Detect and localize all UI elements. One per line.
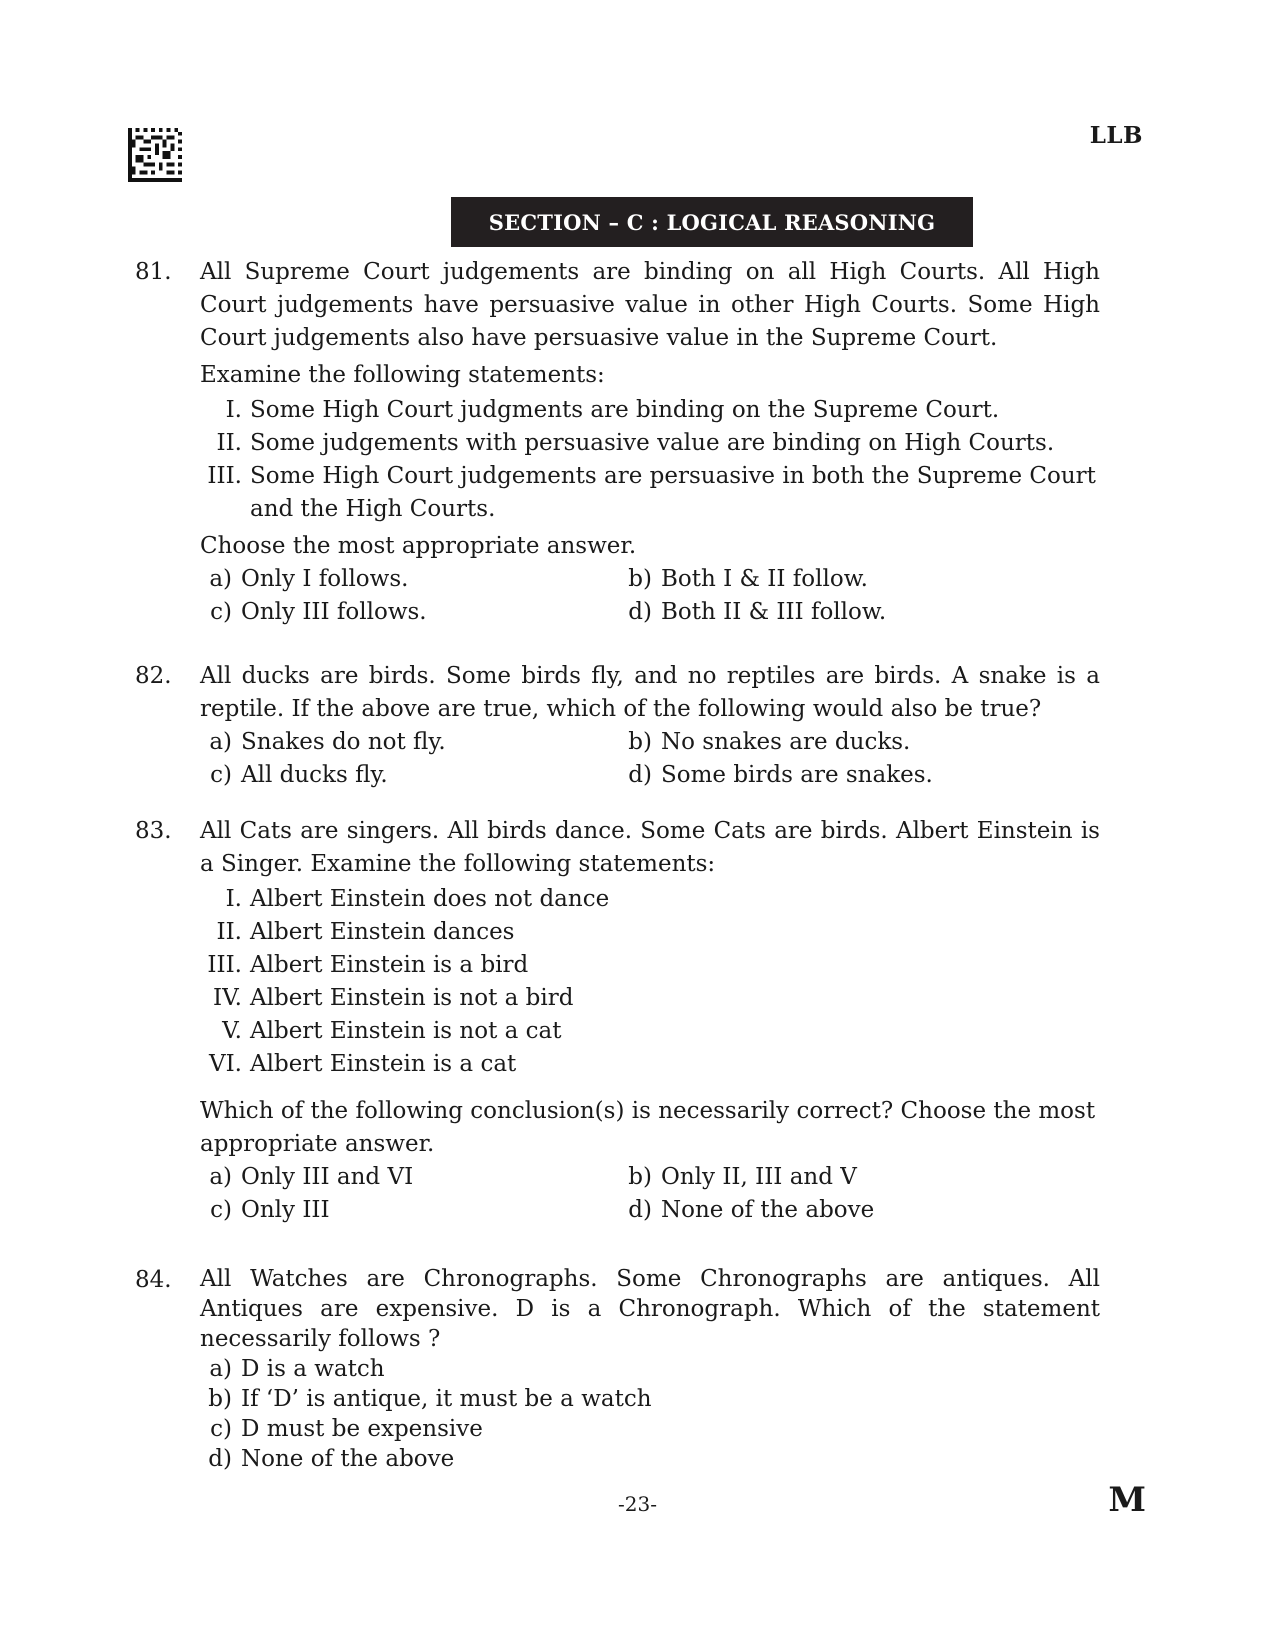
answer-option[interactable] — [620, 1161, 1040, 1194]
answer-option[interactable] — [620, 759, 1040, 792]
statement-number: III. — [207, 463, 242, 489]
statement-number: VI. — [208, 1051, 242, 1077]
statement — [200, 916, 1100, 949]
page-number: -23- — [618, 1492, 657, 1516]
question-text: All Cats are singers. All birds dance. Some Cats are birds. Albert Einstein is a Singer. Examine the following statements: — [200, 818, 1100, 877]
option-text: D must be expensive — [241, 1416, 483, 1442]
question-text: All Watches are Chronographs. Some Chronographs are antiques. All Antiques are expensive. D is a Chronograph. Which of the statement necessarily follows ? — [200, 1266, 1100, 1352]
question-lead: Examine the following statements: — [200, 362, 605, 388]
answer-option[interactable] — [200, 1414, 1100, 1444]
option-text: Only I follows. — [241, 566, 409, 592]
statement — [200, 460, 1100, 526]
statement-number: V. — [222, 1018, 242, 1044]
option-text: Snakes do not fly. — [241, 729, 446, 755]
question-number: 84. — [135, 1267, 172, 1293]
option-text: Only III and VI — [241, 1164, 414, 1190]
section-title: SECTION – C : LOGICAL REASONING — [451, 197, 973, 247]
paper-code: LLB — [1089, 122, 1143, 149]
option-text: All ducks fly. — [241, 762, 388, 788]
statement-number: I. — [225, 886, 242, 912]
answer-option[interactable] — [200, 596, 620, 629]
statement-number: II. — [216, 430, 242, 456]
option-label: c) — [210, 1416, 232, 1442]
question-number: 81. — [135, 259, 172, 285]
statement-text: Albert Einstein does not dance — [250, 886, 610, 912]
statement-number: II. — [216, 919, 242, 945]
statement — [200, 1015, 1100, 1048]
answer-option[interactable] — [620, 596, 1040, 629]
option-text: Both II & III follow. — [661, 599, 887, 625]
option-label: b) — [628, 1164, 652, 1190]
answer-option[interactable] — [200, 1194, 620, 1227]
option-text: Only II, III and V — [661, 1164, 857, 1190]
option-label: b) — [628, 566, 652, 592]
statement-number: III. — [207, 952, 242, 978]
statement-text: Albert Einstein dances — [250, 919, 515, 945]
option-label: c) — [210, 599, 232, 625]
option-label: c) — [210, 1197, 232, 1223]
answer-option[interactable] — [200, 726, 620, 759]
answer-option[interactable] — [620, 726, 1040, 759]
statement-number: I. — [225, 397, 242, 423]
option-text: Some birds are snakes. — [661, 762, 933, 788]
option-label: a) — [209, 729, 232, 755]
statement-text: Some High Court judgements are persuasive in both the Supreme Court and the High Courts. — [250, 463, 1096, 522]
question-instruction: Which of the following conclusion(s) is necessarily correct? Choose the most appropriate answer. — [200, 1098, 1096, 1157]
question-text: All Supreme Court judgements are binding on all High Courts. All High Court judgements have persuasive value in other High Courts. Some High Court judgements also have persuasive value in the Supreme Court. — [200, 259, 1100, 351]
option-text: No snakes are ducks. — [661, 729, 911, 755]
option-label: a) — [209, 566, 232, 592]
option-label: d) — [628, 1197, 652, 1223]
statement — [200, 949, 1100, 982]
statement — [200, 982, 1100, 1015]
option-text: Only III follows. — [241, 599, 427, 625]
statement-text: Some judgements with persuasive value are binding on High Courts. — [250, 430, 1055, 456]
statement-text: Albert Einstein is a bird — [250, 952, 529, 978]
option-label: d) — [208, 1446, 232, 1472]
answer-options — [200, 563, 1100, 629]
statement-number: IV. — [213, 985, 242, 1011]
answer-option[interactable] — [200, 1354, 1100, 1384]
option-text: D is a watch — [241, 1356, 385, 1382]
statement-text: Albert Einstein is not a bird — [250, 985, 574, 1011]
option-label: d) — [628, 762, 652, 788]
option-text: Only III — [241, 1197, 330, 1223]
statement-list — [200, 883, 1100, 1081]
question-text: All ducks are birds. Some birds fly, and no reptiles are birds. A snake is a reptile. If the above are true, which of the following would also be true? — [200, 663, 1100, 722]
option-label: b) — [628, 729, 652, 755]
option-text: None of the above — [241, 1446, 455, 1472]
statement — [200, 1048, 1100, 1081]
answer-option[interactable] — [620, 563, 1040, 596]
question-number: 82. — [135, 663, 172, 689]
statement — [200, 883, 1100, 916]
answer-options — [200, 1161, 1100, 1227]
statement-list — [200, 394, 1100, 526]
answer-option[interactable] — [200, 563, 620, 596]
option-text: Both I & II follow. — [661, 566, 868, 592]
statement — [200, 394, 1100, 427]
option-text: None of the above — [661, 1197, 875, 1223]
answer-options — [200, 1354, 1100, 1474]
question-instruction: Choose the most appropriate answer. — [200, 533, 637, 559]
answer-option[interactable] — [200, 759, 620, 792]
answer-option[interactable] — [200, 1444, 1100, 1474]
statement-text: Albert Einstein is a cat — [250, 1051, 517, 1077]
answer-option[interactable] — [200, 1384, 1100, 1414]
statement — [200, 427, 1100, 460]
option-label: a) — [209, 1356, 232, 1382]
option-label: c) — [210, 762, 232, 788]
answer-option[interactable] — [620, 1194, 1040, 1227]
datamatrix-code-icon — [128, 128, 182, 182]
answer-option[interactable] — [200, 1161, 620, 1194]
question-number: 83. — [135, 818, 172, 844]
statement-text: Albert Einstein is not a cat — [250, 1018, 562, 1044]
option-label: a) — [209, 1164, 232, 1190]
question-82 — [135, 660, 1100, 792]
option-text: If ‘D’ is antique, it must be a watch — [241, 1386, 652, 1412]
statement-text: Some High Court judgments are binding on the Supreme Court. — [250, 397, 1000, 423]
question-83 — [135, 815, 1100, 1227]
option-label: d) — [628, 599, 652, 625]
answer-options — [200, 726, 1100, 792]
paper-set-code: M — [1108, 1480, 1146, 1520]
question-84 — [135, 1264, 1100, 1474]
question-81 — [135, 256, 1100, 629]
option-label: b) — [208, 1386, 232, 1412]
